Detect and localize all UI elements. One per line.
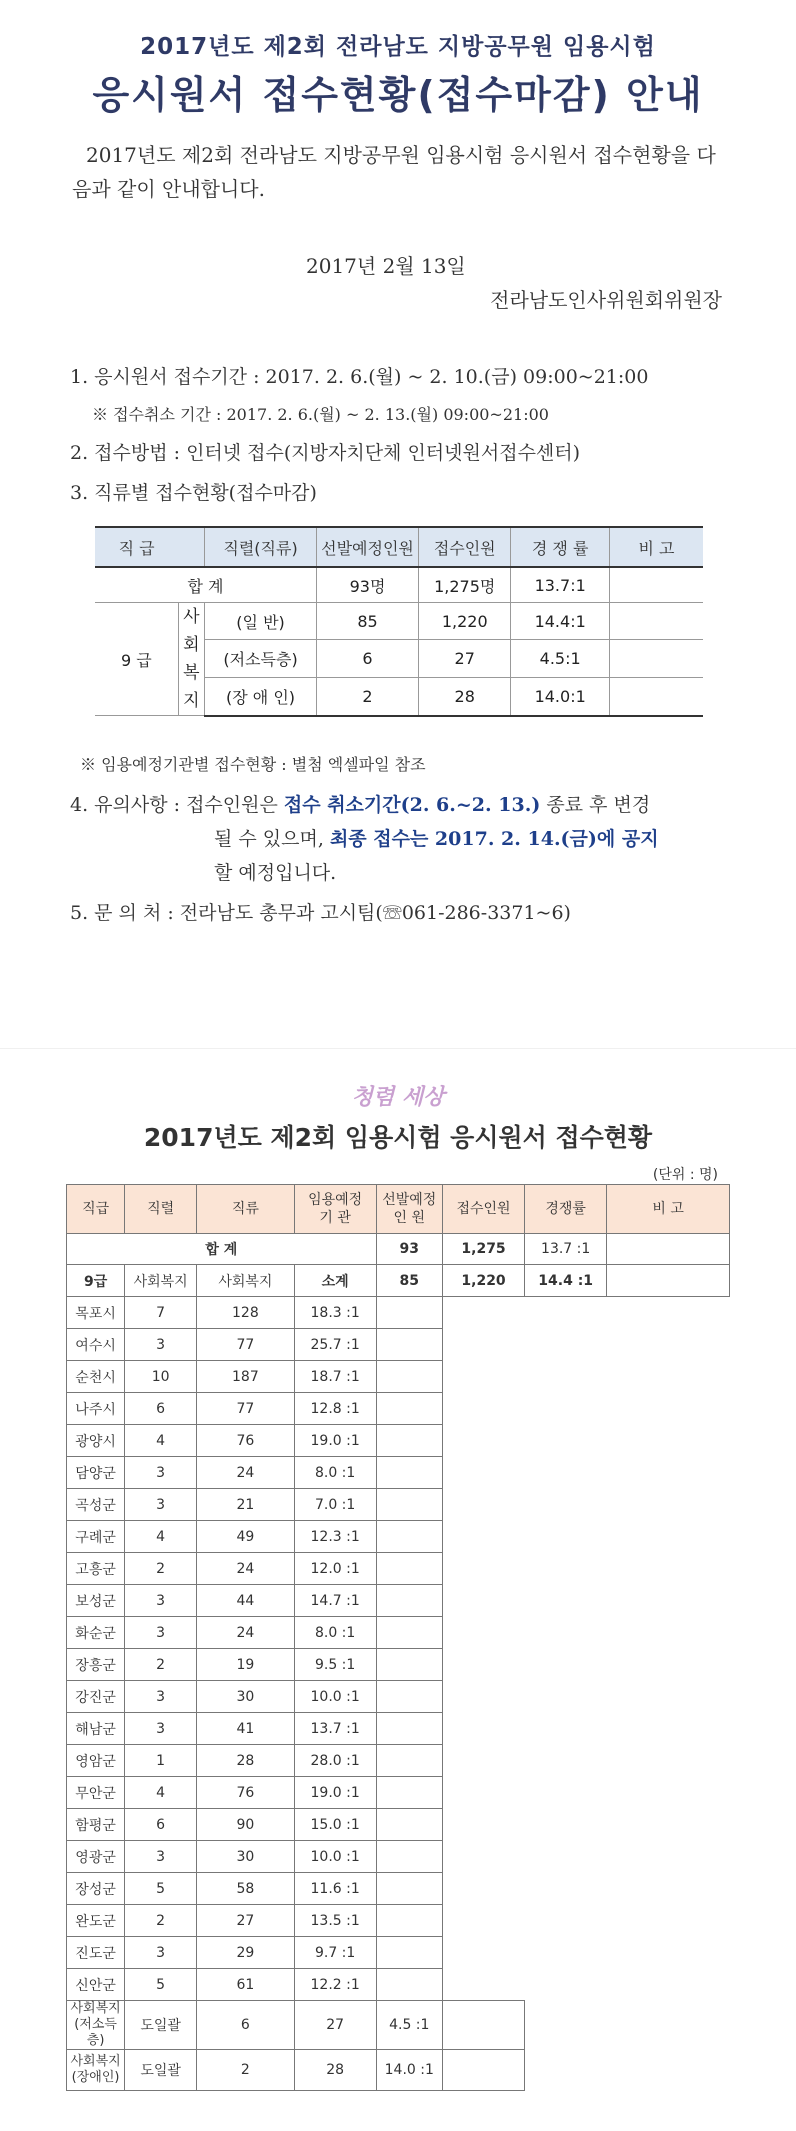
table-row: 구례군 4 49 12.3 :1 xyxy=(67,1521,730,1553)
table-row: 신안군 5 61 12.2 :1 xyxy=(67,1969,730,2001)
table-row: 순천시 10 187 18.7 :1 xyxy=(67,1361,730,1393)
item-period: 1. 응시원서 접수기간 : 2017. 2. 6.(월) ~ 2. 10.(금) 09:00~21:00 xyxy=(70,366,649,388)
table-row: 사회복지 (장애인) 도일괄 2 28 14.0 :1 xyxy=(67,2050,730,2091)
table-row: 곡성군 3 21 7.0 :1 xyxy=(67,1489,730,1521)
item-contact: 5. 문 의 처 : 전라남도 총무과 고시팀(☏061-286-3371~6) xyxy=(70,902,571,924)
total-row: 합 계 93 1,275 13.7 :1 xyxy=(67,1234,730,1265)
intro-text: 2017년도 제2회 전라남도 지방공무원 임용시험 응시원서 접수현황을 다음과 같이 안내합니다. xyxy=(72,143,716,201)
col-grade: 직 급 xyxy=(95,527,178,567)
clean-world-logo: 청렴 세상 xyxy=(351,1085,445,1110)
page-divider xyxy=(0,1048,796,1049)
attachment-title: 2017년도 제2회 임용시험 응시원서 접수현황 xyxy=(143,1123,653,1152)
attachment-page xyxy=(0,1060,796,2131)
unit-label: (단위 : 명) xyxy=(652,1167,718,1183)
table-row: 보성군 3 44 14.7 :1 xyxy=(67,1585,730,1617)
notice-date: 2017년 2월 13일 xyxy=(306,254,466,278)
col-series: 직렬(직류) xyxy=(205,527,317,567)
table-row: 담양군 3 24 8.0 :1 xyxy=(67,1457,730,1489)
notice-page xyxy=(0,0,796,1040)
table-row: 완도군 2 27 13.5 :1 xyxy=(67,1905,730,1937)
table-header-row xyxy=(95,527,703,567)
item-status: 3. 직류별 접수현황(접수마감) xyxy=(70,482,317,504)
table-row: 광양시 4 76 19.0 :1 xyxy=(67,1425,730,1457)
table-row: 무안군 4 76 19.0 :1 xyxy=(67,1777,730,1809)
table-row: 영광군 3 30 10.0 :1 xyxy=(67,1841,730,1873)
table-row: 장성군 5 58 11.6 :1 xyxy=(67,1873,730,1905)
table-row: 여수시 3 77 25.7 :1 xyxy=(67,1329,730,1361)
total-row: 합 계 93명 1,275명 13.7:1 xyxy=(95,567,703,603)
item-method: 2. 접수방법 : 인터넷 접수(지방자치단체 인터넷원서접수센터) xyxy=(70,442,581,464)
status-table xyxy=(95,526,703,717)
col-planned: 선발예정인원 xyxy=(317,527,419,567)
header-line1: 2017년도 제2회 전라남도 지방공무원 임용시험 xyxy=(140,34,656,60)
table-row: 9 급 사 회 복 지 (일 반) 85 1,220 14.4:1 xyxy=(95,603,703,640)
item-caution: 4. 유의사항 : 접수인원은 접수 취소기간(2. 6.~2. 13.) 종료 후 변경 xyxy=(70,794,651,816)
table-row: 고흥군 2 24 12.0 :1 xyxy=(67,1553,730,1585)
table-row: 목포시 7 128 18.3 :1 xyxy=(67,1297,730,1329)
table-row: 함평군 6 90 15.0 :1 xyxy=(67,1809,730,1841)
table-row: 강진군 3 30 10.0 :1 xyxy=(67,1681,730,1713)
table-row: (장 애 인) 2 28 14.0:1 xyxy=(95,677,703,715)
table-row: 나주시 6 77 12.8 :1 xyxy=(67,1393,730,1425)
series-vertical-label: 사 회 복 지 xyxy=(178,603,204,716)
table-row: 진도군 3 29 9.7 :1 xyxy=(67,1937,730,1969)
col-applied: 접수인원 xyxy=(419,527,511,567)
col-remarks: 비 고 xyxy=(609,527,703,567)
table-row: (저소득층) 6 27 4.5:1 xyxy=(95,640,703,677)
item-cancel-note: ※ 접수취소 기간 : 2017. 2. 6.(월) ~ 2. 13.(월) 09:00~21:00 xyxy=(92,405,549,424)
table-row: 해남군 3 41 13.7 :1 xyxy=(67,1713,730,1745)
table-note: ※ 임용예정기관별 접수현황 : 별첨 엑셀파일 참조 xyxy=(80,755,426,774)
item-caution-line2: 될 수 있으며, 최종 접수는 2017. 2. 14.(금)에 공지 xyxy=(214,828,659,850)
item-caution-line3: 할 예정입니다. xyxy=(214,862,337,884)
table-header-row: 직급 직렬 직류 임용예정 기 관 선발예정 인 원 접수인원 경쟁률 비 고 xyxy=(67,1185,730,1234)
table-row: 화순군 3 24 8.0 :1 xyxy=(67,1617,730,1649)
issuer: 전라남도인사위원회위원장 xyxy=(490,288,722,312)
table-row: 사회복지 (저소득층) 도일괄 6 27 4.5 :1 xyxy=(67,2001,730,2050)
header-title: 응시원서 접수현황(접수마감) 안내 xyxy=(92,73,704,117)
subtotal-row: 9급 사회복지 사회복지 소계 85 1,220 14.4 :1 xyxy=(67,1265,730,1297)
col-ratio: 경 쟁 률 xyxy=(511,527,609,567)
table-row: 영암군 1 28 28.0 :1 xyxy=(67,1745,730,1777)
detail-table xyxy=(66,1184,730,2091)
table-row: 장흥군 2 19 9.5 :1 xyxy=(67,1649,730,1681)
